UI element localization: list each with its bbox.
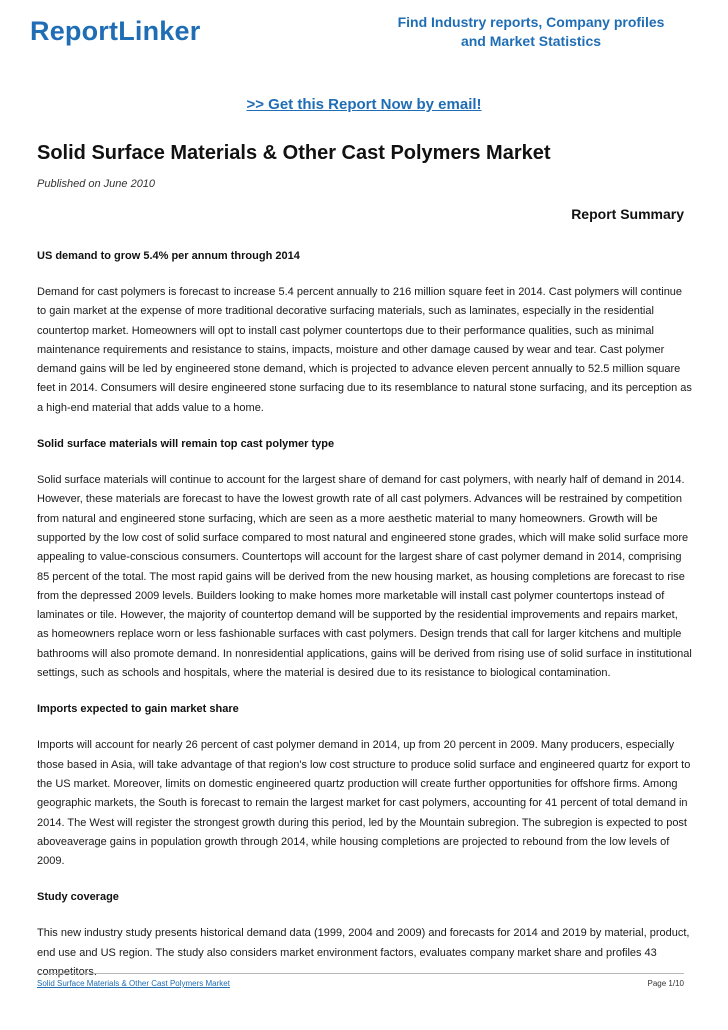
page-number: Page 1/10 [647, 979, 684, 988]
section-heading-demand-growth: US demand to grow 5.4% per annum through 2014 [37, 250, 300, 262]
reportlinker-logo[interactable]: ReportLinker [30, 16, 201, 46]
report-content [37, 247, 692, 999]
section-body-demand-growth: Demand for cast polymers is forecast to increase 5.4 percent annually to 216 million square feet in 2014. Cast polymers will continue to gain market at the expense of more traditional decorative surfacing materials, such as laminates, especially in the residential countertop market. Homeowners will opt to install cast polymer countertops due to their performance qualities, such as minimal maintenance requirements and resistance to stains, impacts, moisture and other damage caused by wear and tear. Cast polymer demand gains will be led by engineered stone demand, which is projected to advance eleven percent annually to 52.5 million square feet in 2014. Consumers will desire engineered stone surfacing due to its resemblance to natural stone surfacing, and its perception as a high-end material that adds value to a home. [37, 286, 692, 414]
tagline [376, 13, 686, 51]
section-body-imports: Imports will account for nearly 26 percent of cast polymer demand in 2014, up from 20 percent in 2009. Many producers, especially those based in Asia, will take advantage of that region's low cost structure to produce solid surface and engineered quartz for export to the US market. Moreover, limits on domestic engineered quartz production will create further opportunities for offshore firms. Among geographic markets, the South is forecast to remain the largest market for cast polymers, accounting for 41 percent of total demand in 2014. The West will register the strongest growth during this period, led by the Mountain subregion. The subregion is expected to post aboveaverage gains in population growth through 2014, while housing completions are projected to rebound from the low levels of 2009. [37, 739, 691, 868]
tagline-line-2: and Market Statistics [460, 33, 602, 49]
section-body-study-coverage: This new industry study presents historical demand data (1999, 2004 and 2009) and forecasts for 2014 and 2019 by material, product, end use and US region. The study also considers market environment factors, evaluates company market share and profiles 43 competitors. [37, 927, 690, 979]
section-heading-imports: Imports expected to gain market share [37, 703, 239, 716]
report-title: Solid Surface Materials & Other Cast Polymers Market [37, 142, 551, 164]
section-heading-solid-surface: Solid surface materials will remain top cast polymer type [37, 438, 335, 451]
report-summary-heading: Report Summary [571, 206, 684, 222]
get-report-email-link[interactable]: >> Get this Report Now by email! [246, 96, 482, 113]
section-heading-study-coverage: Study coverage [37, 891, 119, 904]
footer-divider [37, 973, 684, 974]
section-body-solid-surface: Solid surface materials will continue to account for the largest share of demand for cast polymers, with nearly half of demand in 2014. However, these materials are forecast to have the lowest growth rate of all cast polymers. Advances will be restrained by competition from natural and engineered stone surfacing, which are seen as a more aesthetic material to many homeowners. Growth will be supported by the low cost of solid surface compared to most natural and engineered stone grades, which will make solid surface more appealing to value-conscious consumers. Countertops will account for the largest share of cast polymer demand in 2014, comprising 85 percent of the total. The most rapid gains will be derived from the new housing market, as housing completions are forecast to rise from the depressed 2009 levels. Builders looking to make homes more marketable will install cast polymer countertops instead of laminates or tile. However, the majority of countertop demand will be supported by the residential improvements and repairs market, as homeowners replace worn or less fashionable surfaces with cast polymers. Design trends that call for larger kitchens and multiple bathrooms will also promote demand. In nonresidential applications, gains will be derived from rising use of solid surface in institutional settings, such as schools and hospitals, where the material is desired due to its resistance to biological contamination. [37, 474, 692, 680]
footer-report-link[interactable]: Solid Surface Materials & Other Cast Polymers Market [37, 979, 230, 988]
published-date: Published on June 2010 [37, 178, 156, 190]
tagline-line-1: Find Industry reports, Company profiles [397, 14, 665, 30]
